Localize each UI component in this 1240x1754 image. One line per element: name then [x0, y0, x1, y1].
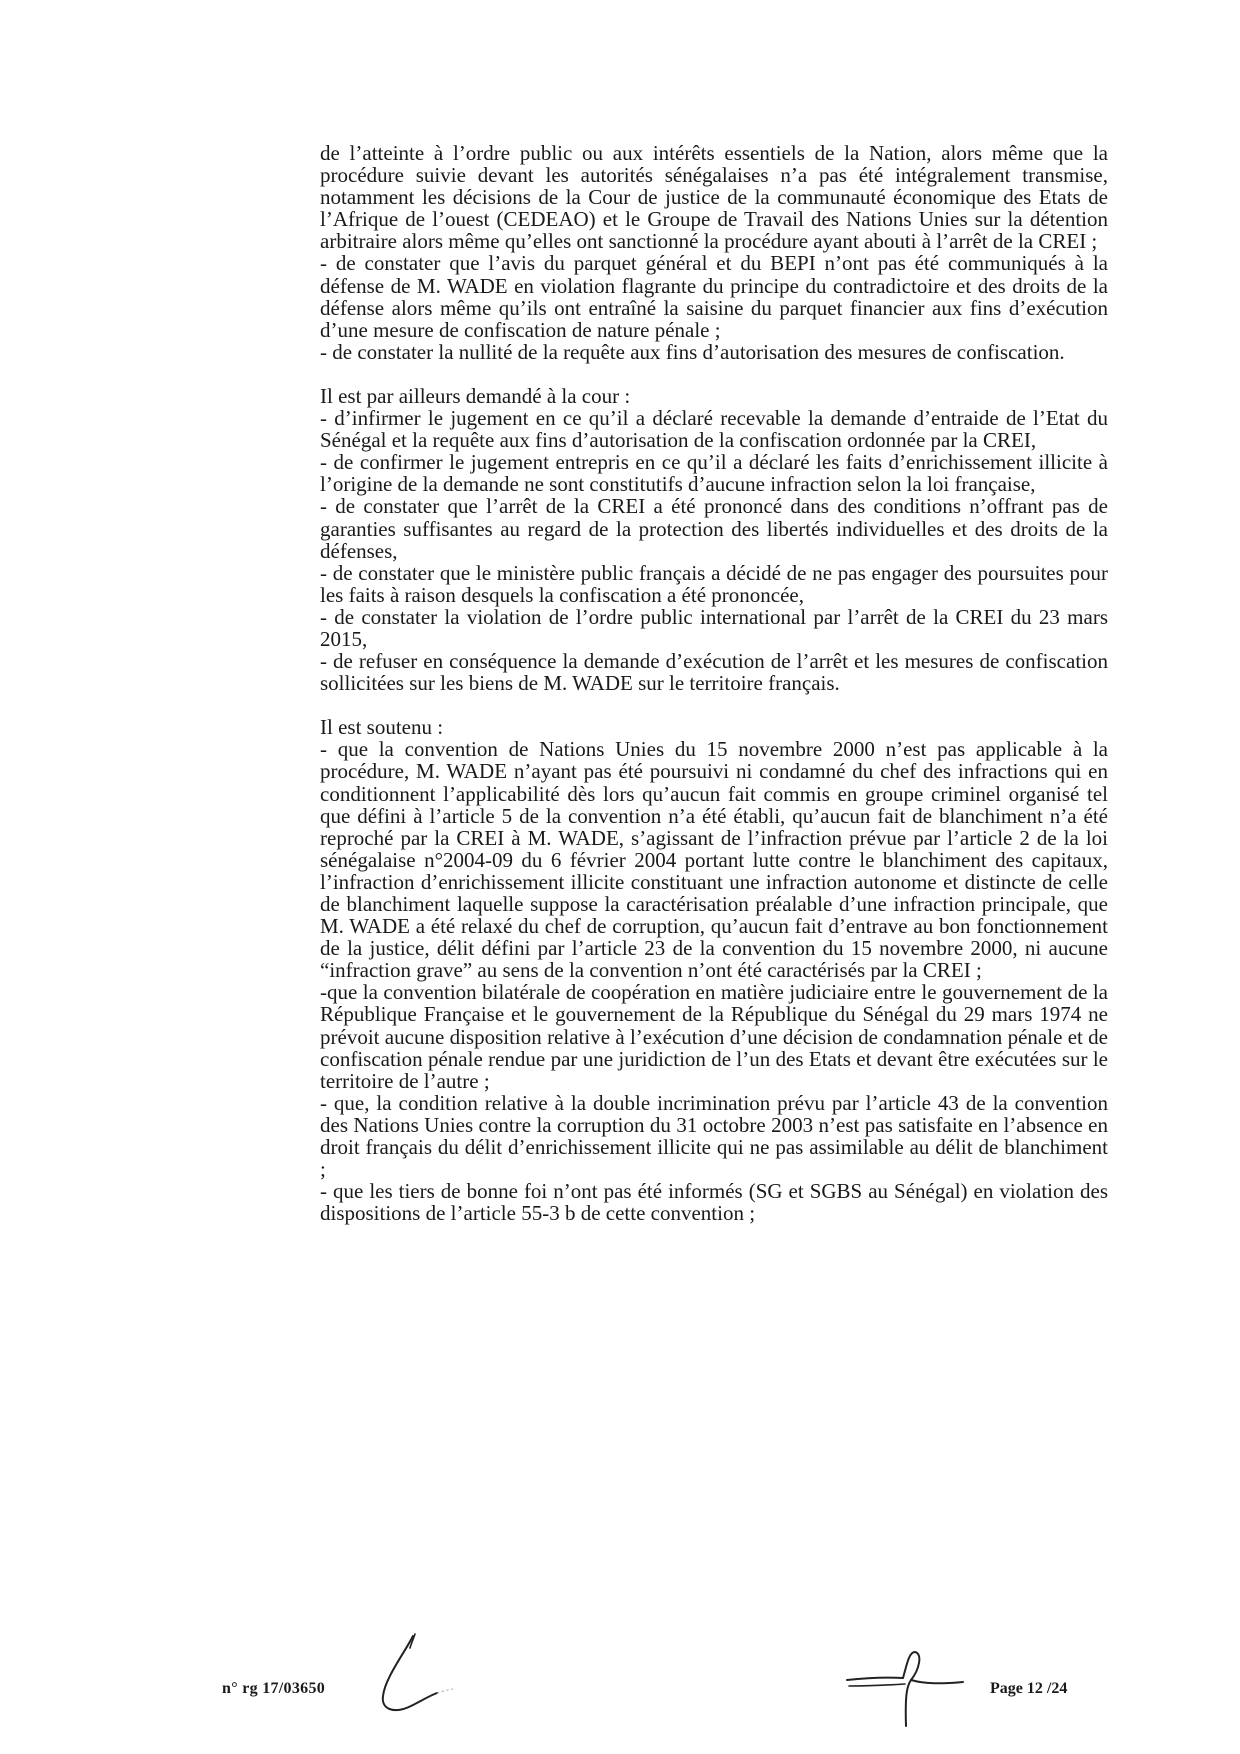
document-body — [320, 142, 1108, 1224]
paragraph-14: - que, la condition relative à la double incrimination prévu par l’article 43 de la convention des Nations Unies contre la corruption du 31 octobre 2003 n’est pas satisfaite en l’absence en droit français du délit d’enrichissement illicite qui ne pas assimilable au délit de blanchiment ; — [320, 1090, 1108, 1182]
paragraph-4: Il est par ailleurs demandé à la cour : — [320, 383, 631, 408]
case-number: n° rg 17/03650 — [222, 1680, 326, 1697]
paragraph-2: - de constater que l’avis du parquet général et du BEPI n’ont pas été communiqués à la défense de M. WADE en violation flagrante du principe du contradictoire et des droits de la défense alors même qu’ils ont entraîné la saisine du parquet financier aux fins d’exécution d’une mesure de confiscation de nature pénale ; — [320, 251, 1108, 342]
paragraph-3: - de constater la nullité de la requête aux fins d’autorisation des mesures de confiscation. — [320, 339, 1065, 364]
paragraph-8: - de constater que le ministère public français a décidé de ne pas engager des poursuites pour les faits à raison desquels la confiscation a été prononcée, — [320, 560, 1108, 607]
paragraph-1: de l’atteinte à l’ordre public ou aux intérêts essentiels de la Nation, alors même que la procédure suivie devant les autorités sénégalaises n’a pas été intégralement transmise, notamment les décisions de la Cour de justice de la communauté économique des Etats de l’Afrique de l’ouest (CEDEAO) et le Groupe de Travail des Nations Unies sur la détention arbitraire alors même qu’elles ont sanctionné la procédure ayant abouti à l’arrêt de la CREI ; — [320, 141, 1108, 254]
paragraph-7: - de constater que l’arrêt de la CREI a été prononcé dans des conditions n’offrant pas de garanties suffisantes au regard de la protection des libertés individuelles et des droits de la défenses, — [320, 494, 1108, 563]
paraph-signature — [845, 1640, 965, 1730]
paragraph-gap — [320, 363, 1108, 385]
paragraph-12: - que la convention de Nations Unies du 15 novembre 2000 n’est pas applicable à la procédure, M. WADE n’ayant pas été poursuivi ni condamné du chef des infractions qui en conditionnent l’applicabilité dès lors qu’aucun fait commis en groupe criminel organisé tel que défini à l’article 5 de la convention n’a été établi, qu’aucun fait de blanchiment n’a été reproché par la CREI à M. WADE, s’agissant de l’infraction prévue par l’article 2 de la loi sénégalaise n°2004-09 du 6 février 2004 portant lutte contre le blanchiment des capitaux, l’infraction d’enrichissement illicite constituant une infraction autonome et distincte de celle de blanchiment laquelle suppose la caractérisation préalable d’une infraction principale, que M. WADE a été relaxé du chef de corruption, qu’aucun fait d’entrave au bon fonctionnement de la justice, délit défini par l’article 23 de la convention du 15 novembre 2000, ni aucune “infraction grave” au sens de la convention n’ont été caractérisés par la CREI ; — [320, 737, 1108, 983]
paragraph-10: - de refuser en conséquence la demande d’exécution de l’arrêt et les mesures de confiscation sollicitées sur les biens de M. WADE sur le territoire français. — [320, 649, 1108, 696]
page-number: Page 12 /24 — [990, 1680, 1068, 1697]
paragraph-5: - d’infirmer le jugement en ce qu’il a déclaré recevable la demande d’entraide de l’Etat du Sénégal et la requête aux fins d’autorisation de la confiscation ordonnée par la CREI, — [320, 406, 1108, 453]
paragraph-gap — [320, 694, 1108, 716]
paragraph-13: -que la convention bilatérale de coopération en matière judiciaire entre le gouvernement de la République Française et le gouvernement de la République du Sénégal du 29 mars 1974 ne prévoit aucune disposition relative à l’exécution d’une décision de condamnation pénale et de confiscation pénale rendue par une juridiction de l’un des Etats et devant être exécutées sur le territoire de l’autre ; — [320, 980, 1108, 1093]
initials-signature — [375, 1630, 455, 1720]
paragraph-11: Il est soutenu : — [320, 715, 444, 740]
paragraph-15: - que les tiers de bonne foi n’ont pas été informés (SG et SGBS au Sénégal) en violation des dispositions de l’article 55-3 b de cette convention ; — [320, 1179, 1108, 1226]
paragraph-6: - de confirmer le jugement entrepris en ce qu’il a déclaré les faits d’enrichissement illicite à l’origine de la demande ne sont constitutifs d’aucune infraction selon la loi française, — [320, 450, 1108, 497]
paragraph-9: - de constater la violation de l’ordre public international par l’arrêt de la CREI du 23 mars 2015, — [320, 604, 1108, 651]
